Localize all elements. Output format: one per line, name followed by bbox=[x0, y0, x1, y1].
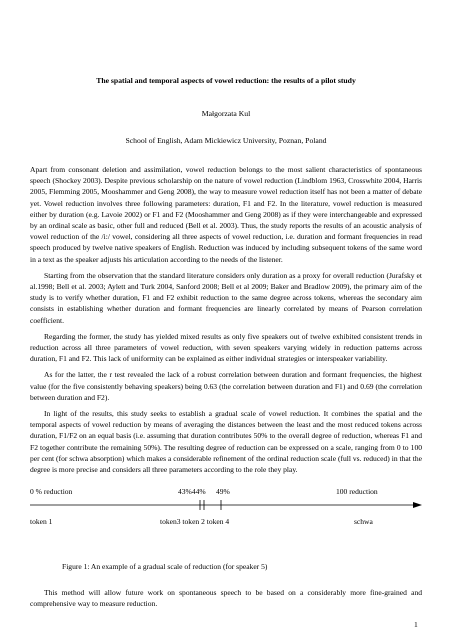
scale-label-start: 0 % reduction bbox=[30, 487, 73, 496]
scale-percent-labels bbox=[30, 486, 422, 497]
paragraph-results-latter: As for the latter, the r test revealed the lack of a robust correlation between duration and formant frequencies, the highest value (for the five consistently behaving speakers) being 0.63 (the correlation between duration and F1) and 0.69 (the correlation between duration and F2). bbox=[30, 370, 422, 402]
scale-token-labels bbox=[30, 516, 422, 527]
token-label-group: token3 token 2 token 4 bbox=[160, 517, 230, 526]
scale-arrow-head bbox=[413, 502, 422, 508]
paragraph-scale: In light of the results, this study seeks to establish a gradual scale of vowel reduction. It combines the spatial and the temporal aspects of vowel reduction by means of averaging the distances between the least and the most reduced tokens across duration, F1/F2 on an equal basis (i.e. assuming that duration contributes 50% to the overall degree of reduction, whereas F1 and F2 together contribute the remaining 50%). The resulting degree of reduction can be expressed on a scale, ranging from 0 to 100 per cent (for schwa absorption) which makes a considerable refinement of the ordinal reduction scale (full vs. reduced) in that the degree is more precise and considers all three parameters according to the role they play. bbox=[30, 409, 422, 475]
paragraph-aims: Starting from the observation that the standard literature considers only duration as a proxy for overall reduction (Jurafsky et al.1998; Bell et al. 2003; Aylett and Turk 2004, Sanford 2008; Bell et al 2009; Baker and Bradlow 2009), the primary aim of the study is to verify whether duration, F1 and F2 exhibit reduction to the same degree across tokens, whereas the secondary aim consists in establishing whether duration and formant frequencies are linearly correlated by means of Pearson correlation coefficient. bbox=[30, 270, 422, 325]
token-label-schwa: schwa bbox=[354, 517, 373, 526]
reduction-scale-line bbox=[30, 499, 422, 511]
scale-label-43-44: 43%44% bbox=[178, 487, 206, 496]
scale-label-end: 100 reduction bbox=[336, 487, 378, 496]
scale-label-49: 49% bbox=[216, 487, 230, 496]
paragraph-closing: This method will allow future work on spontaneous speech to be based on a considerably more fine-grained and comprehensive way to measure reduction. bbox=[30, 588, 422, 609]
token-label-1: token 1 bbox=[30, 517, 53, 526]
paragraph-results-former: Regarding the former, the study has yielded mixed results as only five speakers out of twelve exhibited consistent trends in reduction across all three parameters of vowel reduction, with seven speakers varying widely in reduction patterns across duration, F1 and F2. This lack of uniformity can be explained as either individual strategies or interspeaker variability. bbox=[30, 331, 422, 364]
author-name: Małgorzata Kul bbox=[201, 109, 251, 118]
figure-caption: Figure 1: An example of a gradual scale of reduction (for speaker 5) bbox=[62, 562, 268, 571]
paragraph-intro: Apart from consonant deletion and assimilation, vowel reduction belongs to the most salient characteristics of spontaneous speech (Shockey 2003). Despite previous scholarship on the nature of vowel reduction (Lindblom 1963, Crosswhite 2004, Harris 2005, Flemming 2005, Mooshammer and Geng 2008), the way to measure vowel reduction itself has not been a matter of debate yet. Vowel reduction involves three following parameters: duration, F1 and F2. In the literature, vowel reduction is measured either by duration (e.g. Lavoie 2002) or F1 and F2 (Mooshammer and Geng 2008) as if they were interchangeable and expressed by an ordinal scale as basic, other full and reduced (Bell et al. 2003). Thus, the study reports the results of an acoustic analysis of vowel reduction of the /i:/ vowel, considering all three aspects of vowel reduction, i.e. duration and formant frequencies in read speech produced by twelve native speakers of English. Reduction was induced by including subsequent tokens of the same word in a text as the speaker adjusts his articulation according to the needs of the listener. bbox=[30, 165, 422, 264]
author-affiliation: School of English, Adam Mickiewicz University, Poznan, Poland bbox=[125, 136, 327, 145]
abstract-body bbox=[30, 164, 422, 480]
page-number: 1 bbox=[414, 620, 418, 629]
paper-title: The spatial and temporal aspects of vowel reduction: the results of a pilot study bbox=[96, 76, 356, 85]
